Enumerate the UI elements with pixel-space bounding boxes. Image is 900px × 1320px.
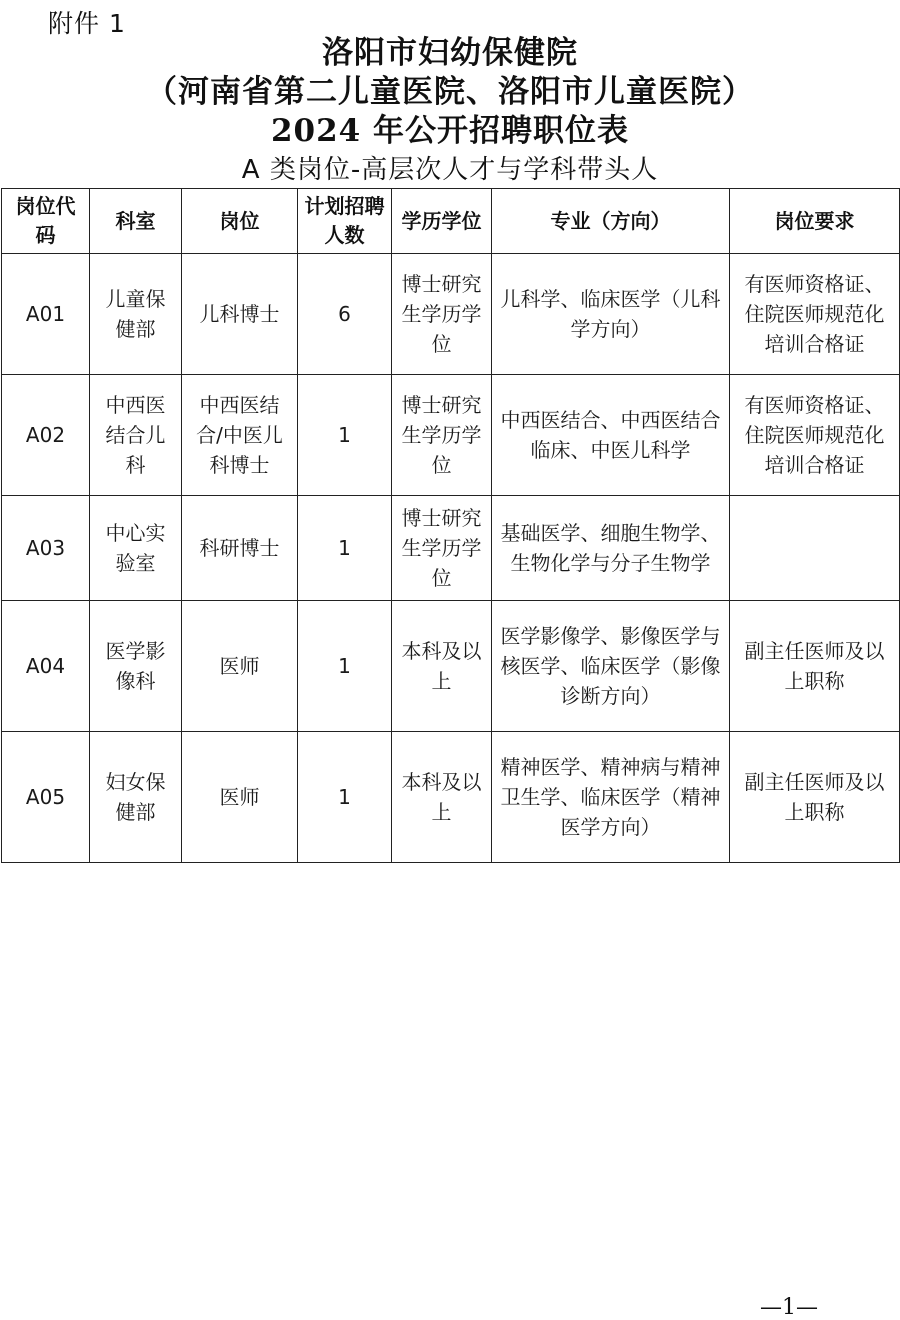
cell-code: A03 (2, 496, 90, 601)
cell-position: 儿科博士 (182, 254, 298, 375)
cell-major: 儿科学、临床医学（儿科学方向） (492, 254, 730, 375)
cell-major: 中西医结合、中西医结合临床、中医儿科学 (492, 375, 730, 496)
cell-education: 博士研究生学历学位 (392, 496, 492, 601)
cell-major: 医学影像学、影像医学与核医学、临床医学（影像诊断方向） (492, 601, 730, 732)
header-education: 学历学位 (392, 189, 492, 254)
cell-count: 6 (298, 254, 392, 375)
cell-position: 中西医结合/中医儿科博士 (182, 375, 298, 496)
cell-position: 医师 (182, 601, 298, 732)
document-title-year: 2024 年公开招聘职位表 (270, 113, 630, 149)
cell-requirement: 副主任医师及以上职称 (730, 601, 900, 732)
cell-code: A04 (2, 601, 90, 732)
document-title-aliases: （河南省第二儿童医院、洛阳市儿童医院） (146, 74, 754, 110)
document-subtitle: A 类岗位-高层次人才与学科带头人 (241, 155, 659, 185)
cell-department: 中心实验室 (90, 496, 182, 601)
header-count: 计划招聘人数 (298, 189, 392, 254)
cell-requirement: 有医师资格证、住院医师规范化培训合格证 (730, 254, 900, 375)
cell-code: A05 (2, 732, 90, 863)
attachment-label: 附件 1 (48, 9, 126, 38)
cell-count: 1 (298, 375, 392, 496)
table-row (2, 254, 900, 375)
title-block (0, 34, 900, 188)
cell-education: 本科及以上 (392, 732, 492, 863)
header-major: 专业（方向） (492, 189, 730, 254)
header-code: 岗位代码 (2, 189, 90, 254)
cell-department: 医学影像科 (90, 601, 182, 732)
header-requirement: 岗位要求 (730, 189, 900, 254)
cell-count: 1 (298, 496, 392, 601)
document-title-hospital: 洛阳市妇幼保健院 (322, 35, 578, 71)
cell-department: 妇女保健部 (90, 732, 182, 863)
cell-code: A01 (2, 254, 90, 375)
table-row (2, 732, 900, 863)
cell-major: 基础医学、细胞生物学、生物化学与分子生物学 (492, 496, 730, 601)
positions-table (1, 188, 900, 863)
cell-major: 精神医学、精神病与精神卫生学、临床医学（精神医学方向） (492, 732, 730, 863)
table-header-row (2, 189, 900, 254)
cell-department: 儿童保健部 (90, 254, 182, 375)
cell-requirement: 有医师资格证、住院医师规范化培训合格证 (730, 375, 900, 496)
cell-position: 医师 (182, 732, 298, 863)
cell-count: 1 (298, 601, 392, 732)
table-row (2, 375, 900, 496)
cell-education: 博士研究生学历学位 (392, 254, 492, 375)
table-row (2, 496, 900, 601)
cell-education: 博士研究生学历学位 (392, 375, 492, 496)
cell-education: 本科及以上 (392, 601, 492, 732)
cell-department: 中西医结合儿科 (90, 375, 182, 496)
cell-code: A02 (2, 375, 90, 496)
header-department: 科室 (90, 189, 182, 254)
cell-count: 1 (298, 732, 392, 863)
cell-requirement: 副主任医师及以上职称 (730, 732, 900, 863)
page-number: —1— (760, 1295, 818, 1320)
cell-position: 科研博士 (182, 496, 298, 601)
header-position: 岗位 (182, 189, 298, 254)
table-row (2, 601, 900, 732)
cell-requirement (730, 496, 900, 601)
